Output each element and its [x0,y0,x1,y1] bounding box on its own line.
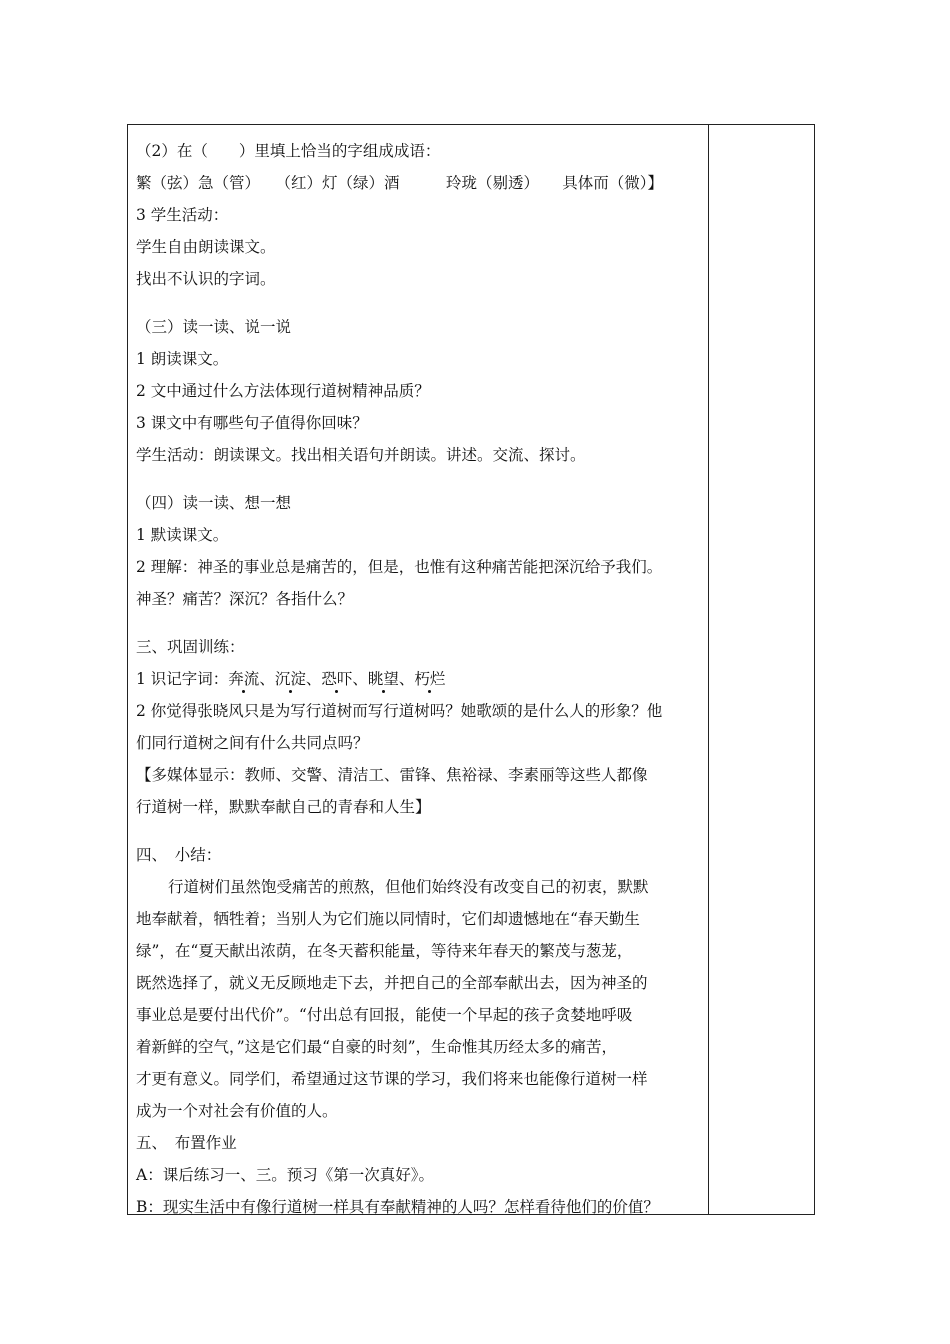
text-line: 找出不认识的字词。 [136,270,276,288]
text-line: 3 课文中有哪些句子值得你回味？ [136,414,368,432]
separator: 、 [305,670,322,688]
section-heading: 五、 布置作业 [136,1134,237,1152]
text-line: 1 默读课文。 [136,526,229,544]
vocab-line [136,669,445,689]
column-divider [708,125,709,1214]
paragraph-line: 才更有意义。同学们，希望通过这节课的学习，我们将来也能像行道树一样 [136,1070,648,1088]
text-line: 1 朗读课文。 [136,350,229,368]
vocab-word: 奔流 [228,670,260,688]
separator: 、 [398,670,415,688]
lesson-plan-table [127,124,815,1215]
section-heading: 四、 小结： [136,846,222,864]
paragraph-line: 地奉献着，牺牲着；当别人为它们施以同情时，它们却遗憾地在“春天勤生 [136,910,640,928]
text-line: 们同行道树之间有什么共同点吗？ [136,734,369,752]
text-line: 神圣？痛苦？深沉？各指什么？ [136,590,354,608]
vocab-prefix: 1 识记字词： [136,670,229,688]
text-line: 学生自由朗读课文。 [136,238,276,256]
section-heading: （三）读一读、说一说 [136,318,292,336]
text-line: 2 理解：神圣的事业总是痛苦的，但是，也惟有这种痛苦能把深沉给予我们。 [136,558,663,576]
text-line: 【多媒体显示：教师、交警、清洁工、雷锋、焦裕禄、李素丽等这些人都像 [136,766,648,784]
paragraph-line: 绿”，在“夏天献出浓荫，在冬天蓄积能量，等待来年春天的繁茂与葱茏， [136,942,633,960]
vocab-word: 恐吓 [321,670,353,688]
text-line: 繁（弦）急（管） （红）灯（绿）酒 玲珑（剔透） 具体而（微）】 [136,174,664,192]
text-line: 2 文中通过什么方法体现行道树精神品质？ [136,382,430,400]
text-line: 行道树一样，默默奉献自己的青春和人生】 [136,798,431,816]
paragraph-line: 既然选择了，就义无反顾地走下去，并把自己的全部奉献出去，因为神圣的 [136,974,648,992]
paragraph-line: 事业总是要付出代价”。“付出总有回报，能使一个早起的孩子贪婪地呼吸 [136,1006,633,1024]
paragraph-line: 成为一个对社会有价值的人。 [136,1102,338,1120]
vocab-word: 眺望 [367,670,399,688]
separator: 、 [352,670,368,688]
text-line: B：现实生活中有像行道树一样具有奉献精神的人吗？怎样看待他们的价值？ [136,1198,659,1216]
section-heading: （四）读一读、想一想 [136,494,292,512]
separator: 、 [259,670,275,688]
paragraph-line: 着新鲜的空气，”这是它们最“自豪的时刻”，生命惟其历经太多的痛苦， [136,1038,618,1056]
text-line: 2 你觉得张晓风只是为写行道树而写行道树吗？她歌颂的是什么人的形象？他 [136,702,663,720]
text-line: A：课后练习一、三。预习《第一次真好》。 [136,1166,434,1184]
text-line: 3 学生活动： [136,206,229,224]
text-line: 学生活动：朗读课文。找出相关语句并朗读。讲述。交流、探讨。 [136,446,586,464]
vocab-word: 沉淀 [274,670,306,688]
paragraph-line: 行道树们虽然饱受痛苦的煎熬，但他们始终没有改变自己的初衷，默默 [168,878,649,896]
text-line: （2）在（ ）里填上恰当的字组成成语： [136,142,441,160]
section-heading: 三、巩固训练： [136,638,245,656]
vocab-word: 朽烂 [414,670,446,688]
